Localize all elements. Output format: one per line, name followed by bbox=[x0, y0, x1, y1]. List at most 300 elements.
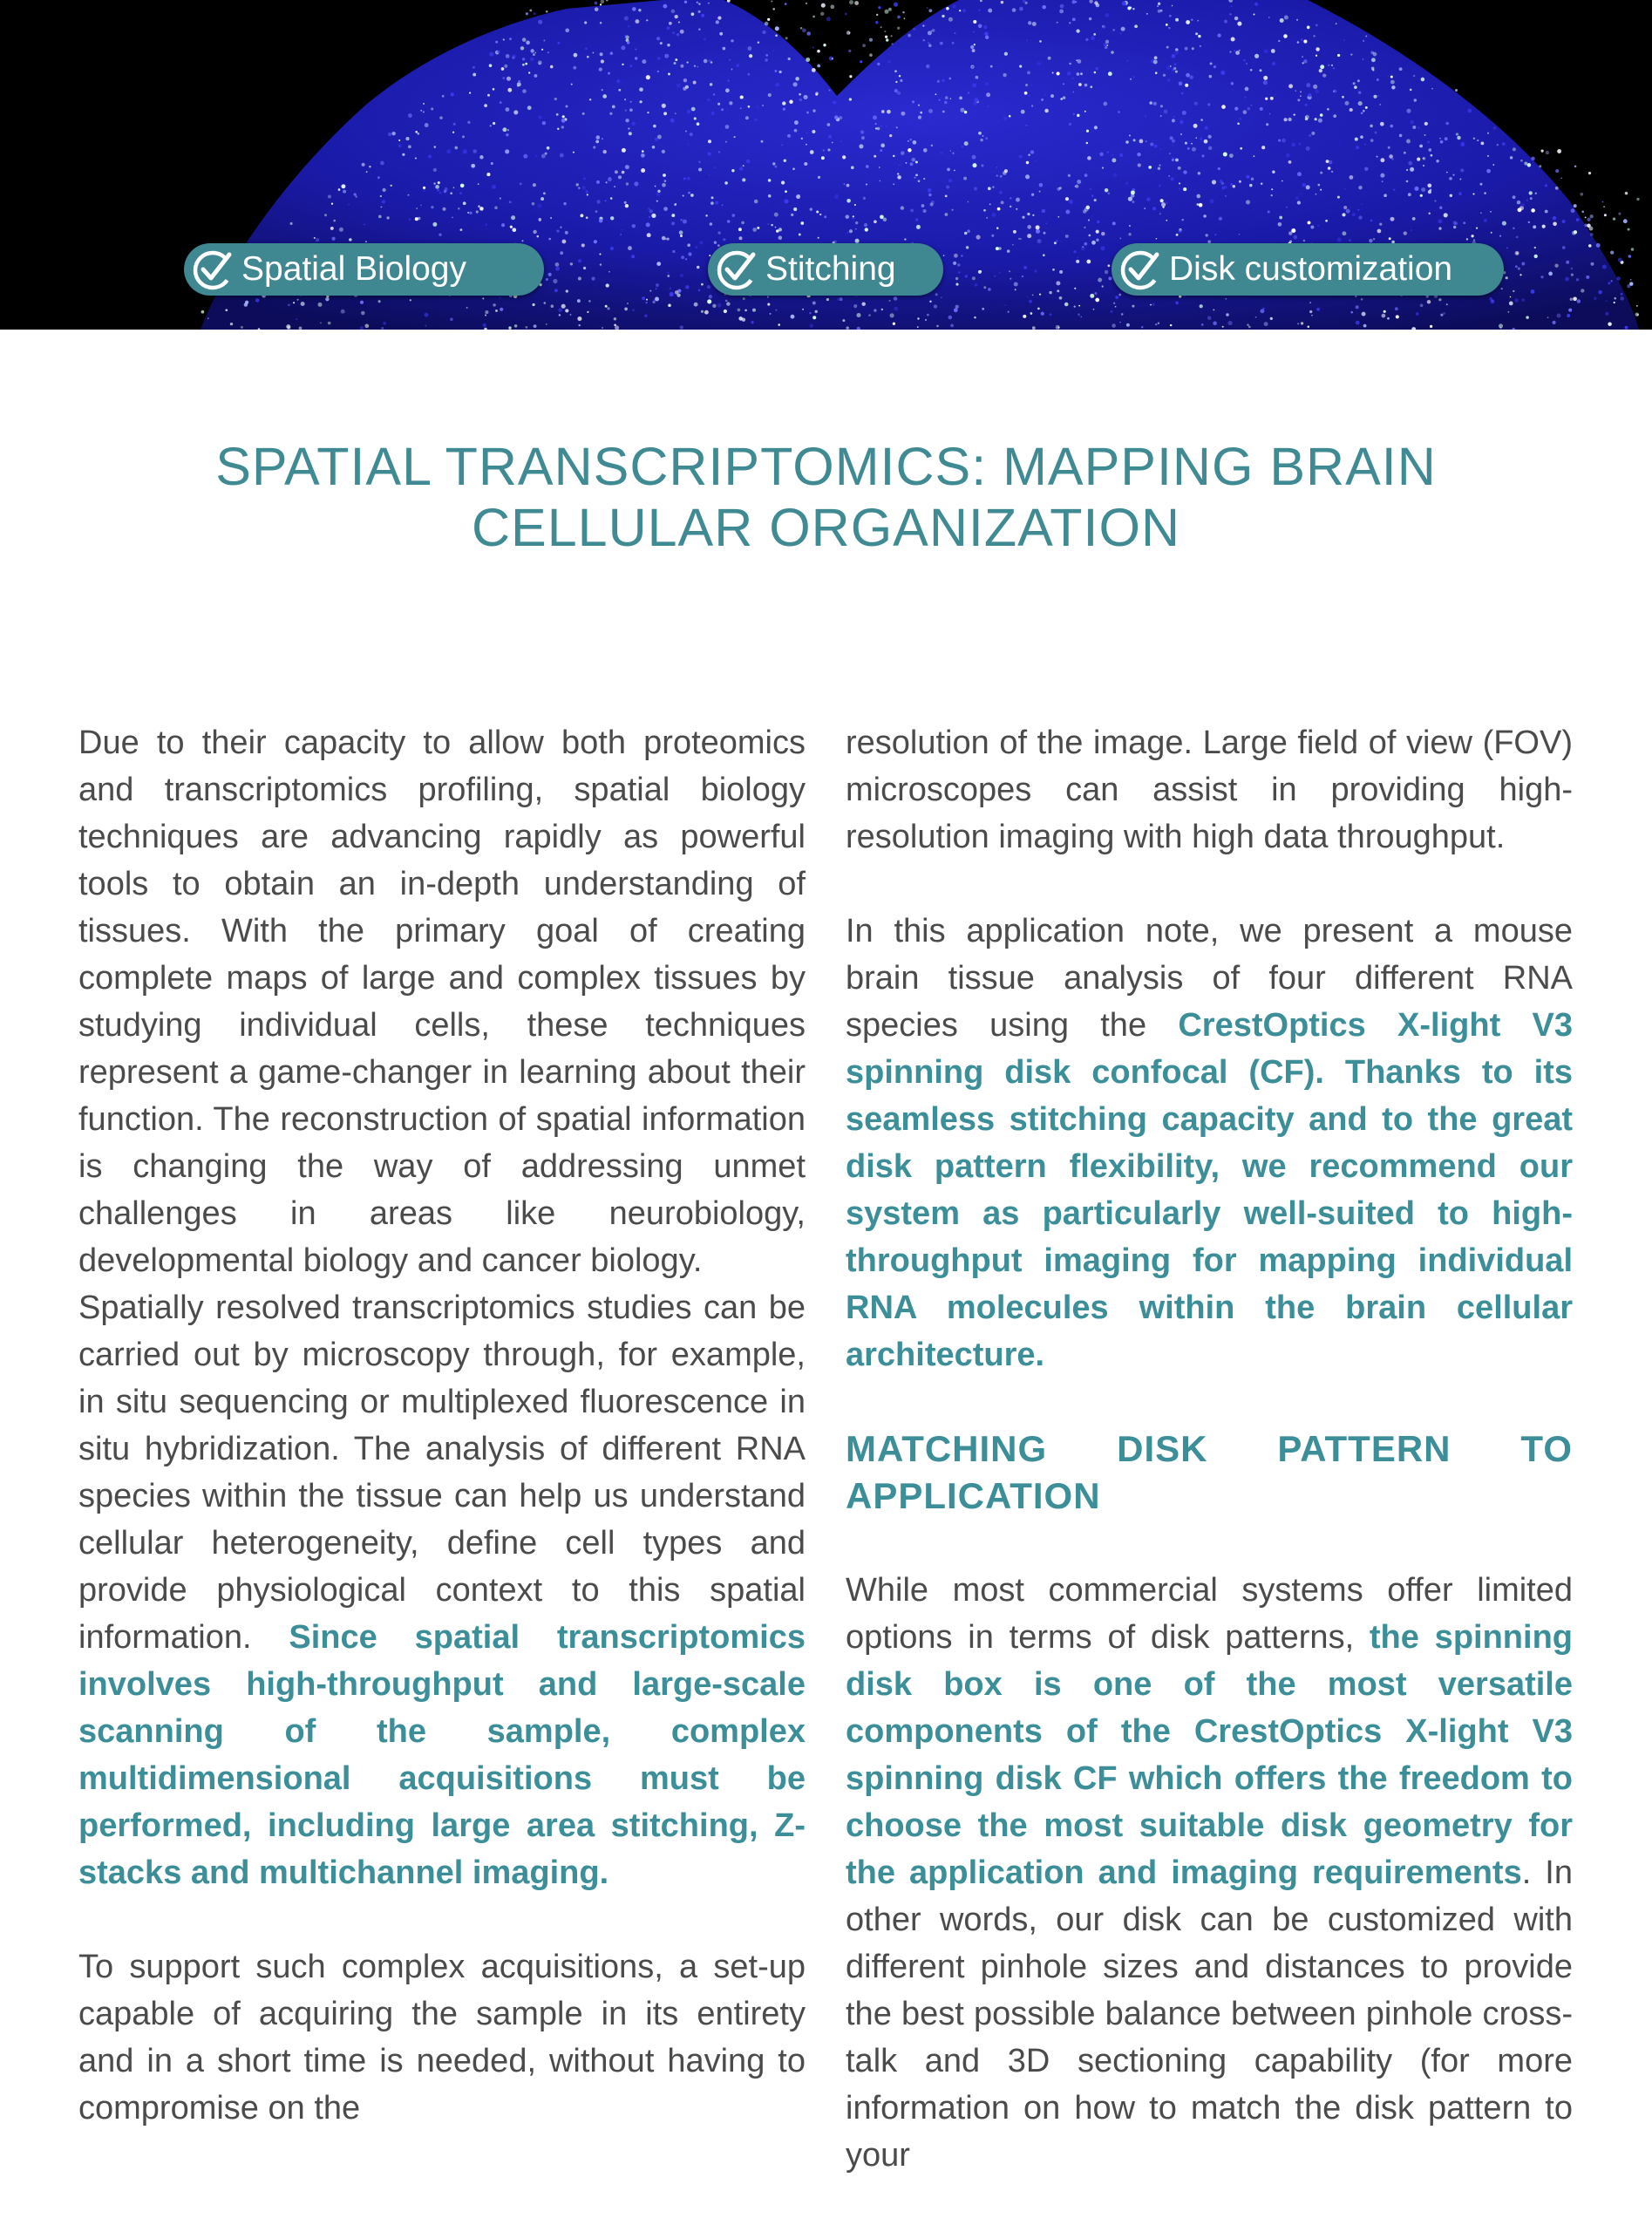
tissue-speck bbox=[1326, 160, 1329, 163]
tissue-speck bbox=[775, 26, 779, 31]
tissue-speck bbox=[360, 301, 364, 304]
tissue-speck bbox=[1562, 220, 1566, 223]
tissue-speck bbox=[657, 135, 662, 140]
tissue-speck bbox=[1027, 234, 1031, 238]
tissue-speck bbox=[784, 160, 786, 162]
tissue-speck bbox=[1431, 88, 1433, 90]
tissue-speck bbox=[318, 303, 323, 307]
tissue-speck bbox=[972, 163, 976, 167]
tissue-speck bbox=[684, 1, 687, 3]
tissue-speck bbox=[740, 107, 742, 109]
tissue-speck bbox=[840, 140, 842, 142]
tissue-speck bbox=[928, 109, 933, 113]
tissue-speck bbox=[1391, 158, 1393, 160]
tissue-speck bbox=[510, 225, 513, 228]
tissue-speck bbox=[662, 150, 665, 153]
tissue-speck bbox=[369, 166, 371, 167]
tissue-speck bbox=[605, 200, 607, 201]
tissue-speck bbox=[968, 201, 969, 203]
tissue-speck bbox=[782, 101, 785, 105]
tissue-speck bbox=[1390, 80, 1395, 85]
tissue-speck bbox=[785, 199, 789, 203]
tissue-speck bbox=[1027, 225, 1031, 229]
tissue-speck bbox=[1081, 247, 1085, 251]
tissue-speck bbox=[479, 207, 484, 211]
tissue-speck bbox=[814, 310, 817, 313]
tissue-speck bbox=[1203, 214, 1207, 218]
tissue-speck bbox=[1108, 193, 1111, 195]
tissue-speck bbox=[791, 214, 793, 216]
tissue-speck bbox=[382, 200, 386, 204]
tissue-speck bbox=[897, 16, 901, 19]
tissue-speck bbox=[923, 178, 925, 180]
tissue-speck bbox=[1084, 174, 1088, 177]
tissue-speck bbox=[768, 194, 772, 198]
tissue-speck bbox=[743, 297, 745, 300]
tissue-speck bbox=[894, 3, 898, 7]
tissue-speck bbox=[656, 283, 659, 287]
tissue-speck bbox=[1129, 225, 1131, 227]
tissue-speck bbox=[662, 236, 666, 241]
tissue-speck bbox=[1493, 126, 1496, 129]
tissue-speck bbox=[815, 93, 818, 96]
tissue-speck bbox=[378, 300, 381, 303]
tissue-speck bbox=[874, 220, 877, 223]
tissue-speck bbox=[1526, 316, 1529, 319]
tissue-speck bbox=[512, 57, 514, 59]
tissue-speck bbox=[1302, 183, 1306, 187]
tissue-speck bbox=[1303, 40, 1307, 44]
tissue-speck bbox=[1231, 82, 1234, 85]
tissue-speck bbox=[762, 31, 765, 34]
tissue-speck bbox=[625, 119, 629, 122]
tissue-speck bbox=[1636, 305, 1638, 307]
tissue-speck bbox=[738, 309, 741, 312]
tissue-speck bbox=[533, 303, 535, 306]
tissue-speck bbox=[832, 58, 833, 59]
tissue-speck bbox=[672, 250, 675, 253]
tissue-speck bbox=[1521, 203, 1525, 207]
tissue-speck bbox=[646, 222, 650, 227]
tissue-speck bbox=[1614, 297, 1616, 300]
tissue-speck bbox=[1172, 119, 1175, 122]
tissue-speck bbox=[927, 314, 929, 316]
tissue-speck bbox=[820, 12, 824, 16]
tissue-speck bbox=[546, 323, 547, 325]
tissue-speck bbox=[639, 87, 643, 92]
tissue-speck bbox=[1301, 38, 1303, 41]
tissue-speck bbox=[608, 177, 610, 179]
tissue-speck bbox=[583, 267, 586, 269]
tissue-speck bbox=[791, 315, 795, 319]
tissue-speck bbox=[1245, 87, 1249, 92]
tissue-speck bbox=[1023, 266, 1027, 269]
tissue-speck bbox=[610, 247, 614, 250]
tissue-speck bbox=[627, 41, 629, 44]
tissue-speck bbox=[819, 214, 821, 215]
tissue-speck bbox=[635, 19, 639, 24]
tissue-speck bbox=[1440, 314, 1443, 316]
tissue-speck bbox=[543, 192, 546, 194]
tissue-speck bbox=[1611, 280, 1613, 282]
tissue-speck bbox=[533, 53, 535, 56]
tissue-speck bbox=[1531, 157, 1535, 161]
tissue-speck bbox=[667, 44, 670, 46]
tissue-speck bbox=[657, 57, 660, 59]
tissue-speck bbox=[1444, 213, 1448, 217]
tissue-speck bbox=[520, 183, 522, 186]
tissue-speck bbox=[1410, 120, 1414, 125]
tissue-speck bbox=[1015, 289, 1016, 290]
tissue-speck bbox=[757, 105, 759, 108]
tissue-speck bbox=[1342, 213, 1345, 216]
tissue-speck bbox=[1629, 282, 1634, 286]
tissue-speck bbox=[997, 208, 1001, 211]
tissue-speck bbox=[915, 160, 918, 163]
tissue-speck bbox=[587, 311, 588, 313]
tissue-speck bbox=[1417, 127, 1419, 129]
tissue-speck bbox=[614, 186, 615, 187]
tissue-speck bbox=[1260, 107, 1263, 111]
tissue-speck bbox=[1540, 276, 1543, 278]
tissue-speck bbox=[1260, 309, 1264, 313]
tissue-speck bbox=[896, 126, 898, 128]
tissue-speck bbox=[595, 7, 599, 11]
tissue-speck bbox=[341, 184, 345, 188]
tissue-speck bbox=[999, 272, 1001, 274]
tissue-speck bbox=[453, 187, 455, 188]
tissue-speck bbox=[1272, 62, 1275, 65]
tissue-speck bbox=[560, 227, 561, 228]
tissue-speck bbox=[799, 93, 801, 96]
tissue-speck bbox=[538, 20, 542, 24]
tissue-speck bbox=[1587, 224, 1591, 228]
tissue-speck bbox=[1039, 191, 1041, 193]
tissue-speck bbox=[945, 96, 948, 99]
tissue-speck bbox=[862, 44, 866, 47]
tissue-speck bbox=[541, 49, 543, 51]
tissue-speck bbox=[408, 145, 411, 148]
tissue-speck bbox=[1382, 180, 1383, 182]
tissue-speck bbox=[725, 125, 730, 129]
tissue-speck bbox=[628, 246, 632, 250]
tissue-speck bbox=[1105, 46, 1107, 49]
tissue-speck bbox=[1138, 163, 1141, 167]
tissue-speck bbox=[683, 78, 687, 82]
tissue-speck bbox=[625, 204, 629, 208]
tissue-speck bbox=[789, 100, 793, 105]
tissue-speck bbox=[1313, 85, 1317, 89]
tissue-speck bbox=[1300, 95, 1302, 97]
tissue-speck bbox=[823, 149, 825, 151]
tissue-speck bbox=[1560, 177, 1562, 179]
tissue-speck bbox=[386, 216, 389, 219]
tissue-speck bbox=[640, 100, 642, 103]
tissue-speck bbox=[1234, 106, 1238, 110]
tissue-speck bbox=[1379, 104, 1381, 105]
tissue-speck bbox=[1297, 41, 1300, 44]
tissue-speck bbox=[1373, 95, 1377, 99]
tissue-speck bbox=[707, 99, 710, 102]
tissue-speck bbox=[431, 107, 433, 110]
tissue-speck bbox=[1519, 274, 1521, 276]
tissue-speck bbox=[1280, 18, 1284, 23]
tissue-speck bbox=[1179, 188, 1180, 190]
tissue-speck bbox=[1390, 217, 1395, 221]
tissue-speck bbox=[1342, 96, 1344, 99]
tissue-speck bbox=[775, 166, 778, 168]
tissue-speck bbox=[1080, 316, 1082, 317]
tissue-speck bbox=[354, 193, 357, 195]
tissue-speck bbox=[1446, 172, 1448, 174]
tissue-speck bbox=[878, 6, 880, 9]
tissue-speck bbox=[1152, 303, 1154, 305]
tissue-speck bbox=[964, 232, 967, 235]
tissue-speck bbox=[622, 148, 626, 153]
tissue-speck bbox=[330, 227, 334, 230]
tissue-speck bbox=[432, 222, 437, 227]
tissue-speck bbox=[1456, 133, 1458, 135]
tissue-speck bbox=[923, 39, 925, 41]
tissue-speck bbox=[687, 243, 690, 247]
tissue-speck bbox=[723, 47, 726, 51]
tissue-speck bbox=[1320, 172, 1322, 174]
tissue-speck bbox=[1077, 114, 1079, 117]
tissue-speck bbox=[746, 160, 751, 164]
tissue-speck bbox=[1225, 298, 1227, 300]
tissue-speck bbox=[775, 227, 777, 228]
tissue-speck bbox=[1369, 239, 1372, 242]
tissue-speck bbox=[1133, 139, 1136, 141]
tissue-speck bbox=[1164, 110, 1168, 114]
tissue-speck bbox=[1059, 270, 1063, 274]
tissue-speck bbox=[908, 34, 911, 37]
tissue-speck bbox=[860, 60, 862, 63]
tissue-speck bbox=[1221, 105, 1226, 109]
tissue-speck bbox=[1119, 32, 1121, 34]
tissue-speck bbox=[958, 271, 960, 273]
tissue-speck bbox=[1507, 311, 1509, 313]
tissue-speck bbox=[1342, 231, 1346, 235]
tissue-speck bbox=[675, 58, 677, 61]
tissue-speck bbox=[1302, 62, 1304, 64]
tissue-speck bbox=[1315, 55, 1317, 57]
tissue-speck bbox=[1186, 20, 1190, 24]
tissue-speck bbox=[600, 52, 603, 56]
tissue-speck bbox=[1208, 146, 1212, 150]
tissue-speck bbox=[539, 218, 542, 221]
tissue-speck bbox=[952, 209, 954, 211]
tissue-speck bbox=[1406, 140, 1411, 144]
tissue-speck bbox=[731, 39, 733, 42]
tissue-speck bbox=[1158, 3, 1160, 5]
tissue-speck bbox=[1416, 312, 1419, 316]
tissue-speck bbox=[296, 318, 297, 320]
tissue-speck bbox=[1458, 192, 1462, 195]
tissue-speck bbox=[1009, 115, 1011, 118]
tissue-speck bbox=[954, 254, 958, 258]
tissue-speck bbox=[1272, 170, 1275, 173]
tissue-speck bbox=[1329, 160, 1333, 165]
tissue-speck bbox=[1026, 39, 1028, 41]
tissue-speck bbox=[765, 22, 769, 26]
tissue-speck bbox=[328, 322, 331, 325]
tissue-speck bbox=[548, 238, 551, 241]
tissue-speck bbox=[554, 289, 558, 292]
tissue-speck bbox=[670, 119, 675, 123]
tissue-speck bbox=[698, 28, 700, 30]
tissue-speck bbox=[996, 247, 999, 250]
tissue-speck bbox=[442, 208, 445, 211]
tissue-speck bbox=[561, 240, 566, 244]
tissue-speck bbox=[1370, 125, 1373, 128]
tissue-speck bbox=[425, 123, 429, 127]
tissue-speck bbox=[566, 105, 568, 108]
tissue-speck bbox=[1486, 169, 1491, 174]
tissue-speck bbox=[556, 113, 559, 116]
tissue-speck bbox=[1372, 69, 1374, 71]
tissue-speck bbox=[931, 145, 934, 147]
tissue-speck bbox=[466, 307, 468, 309]
tissue-speck bbox=[550, 217, 552, 219]
tissue-speck bbox=[1248, 326, 1251, 329]
tissue-speck bbox=[1513, 195, 1516, 199]
tissue-speck bbox=[521, 240, 523, 242]
tissue-speck bbox=[974, 316, 976, 319]
tissue-speck bbox=[1048, 57, 1051, 60]
tissue-speck bbox=[1613, 217, 1615, 220]
tissue-speck bbox=[377, 176, 380, 179]
tissue-speck bbox=[1255, 316, 1257, 318]
tissue-speck bbox=[1086, 130, 1089, 133]
tissue-speck bbox=[1322, 73, 1326, 77]
tissue-speck bbox=[722, 204, 724, 206]
tissue-speck bbox=[1222, 326, 1224, 328]
tissue-speck bbox=[472, 66, 475, 69]
tissue-speck bbox=[420, 110, 422, 112]
tissue-speck bbox=[953, 153, 955, 154]
tissue-speck bbox=[945, 195, 948, 198]
tissue-speck bbox=[967, 229, 970, 233]
tissue-speck bbox=[1075, 186, 1077, 187]
tissue-speck bbox=[972, 49, 976, 52]
tissue-speck bbox=[1533, 225, 1536, 228]
check-circle-icon bbox=[1117, 246, 1164, 293]
tissue-speck bbox=[721, 108, 724, 111]
tissue-speck bbox=[960, 108, 964, 112]
tissue-speck bbox=[332, 237, 336, 241]
tissue-speck bbox=[1003, 116, 1008, 120]
tissue-speck bbox=[708, 3, 710, 4]
tissue-speck bbox=[290, 222, 293, 225]
tissue-speck bbox=[1073, 250, 1076, 253]
tissue-speck bbox=[901, 112, 905, 116]
tissue-speck bbox=[1377, 229, 1382, 234]
tissue-speck bbox=[1379, 222, 1382, 225]
tissue-speck bbox=[1513, 290, 1514, 292]
tissue-speck bbox=[1356, 305, 1359, 309]
tissue-speck bbox=[1616, 276, 1621, 281]
tissue-speck bbox=[910, 139, 912, 140]
tissue-speck bbox=[1240, 118, 1242, 120]
tissue-speck bbox=[1520, 160, 1523, 162]
tissue-speck bbox=[812, 109, 815, 112]
tissue-speck bbox=[1370, 220, 1373, 222]
tissue-speck bbox=[1090, 294, 1094, 298]
tissue-speck bbox=[741, 221, 744, 225]
tissue-speck bbox=[1175, 71, 1178, 73]
tissue-speck bbox=[1297, 323, 1299, 324]
tissue-speck bbox=[1288, 160, 1292, 164]
tissue-speck bbox=[669, 22, 672, 25]
tissue-speck bbox=[1364, 167, 1369, 171]
tissue-speck bbox=[610, 197, 613, 200]
tissue-speck bbox=[778, 228, 782, 231]
tissue-speck bbox=[996, 167, 998, 168]
tissue-speck bbox=[1410, 167, 1414, 172]
tissue-speck bbox=[1237, 22, 1241, 26]
tissue-speck bbox=[1602, 264, 1607, 269]
tissue-speck bbox=[594, 240, 597, 243]
tissue-speck bbox=[1349, 108, 1353, 112]
tissue-speck bbox=[1078, 83, 1082, 86]
tissue-speck bbox=[646, 75, 650, 79]
tissue-speck bbox=[1093, 309, 1095, 310]
tissue-speck bbox=[1513, 228, 1514, 229]
tissue-speck bbox=[1357, 79, 1360, 82]
tissue-speck bbox=[526, 41, 530, 45]
tissue-speck bbox=[486, 173, 490, 176]
tissue-speck bbox=[1171, 157, 1174, 160]
tissue-speck bbox=[1158, 323, 1159, 324]
tissue-speck bbox=[1391, 85, 1395, 89]
tissue-speck bbox=[1266, 123, 1268, 126]
tissue-speck bbox=[1195, 32, 1198, 35]
tissue-speck bbox=[944, 101, 948, 105]
tissue-speck bbox=[704, 37, 706, 40]
tissue-speck bbox=[595, 140, 599, 144]
tissue-speck bbox=[1404, 231, 1407, 235]
tissue-speck bbox=[1291, 143, 1295, 147]
tissue-speck bbox=[891, 35, 893, 37]
tissue-speck bbox=[1181, 92, 1184, 95]
tissue-speck bbox=[792, 167, 795, 170]
tissue-speck bbox=[1459, 178, 1461, 180]
tissue-speck bbox=[718, 151, 720, 153]
tissue-speck bbox=[1382, 314, 1386, 318]
tissue-speck bbox=[635, 57, 637, 59]
tissue-speck bbox=[830, 4, 834, 9]
tissue-speck bbox=[383, 322, 386, 325]
tissue-speck bbox=[1529, 191, 1533, 194]
right-column bbox=[846, 719, 1573, 2179]
tissue-speck bbox=[530, 58, 534, 61]
tissue-speck bbox=[1506, 247, 1508, 248]
tissue-speck bbox=[676, 293, 680, 296]
tissue-speck bbox=[701, 14, 704, 17]
tissue-speck bbox=[1166, 65, 1171, 70]
tissue-speck bbox=[255, 298, 260, 303]
tissue-speck bbox=[241, 326, 243, 329]
tissue-speck bbox=[1311, 315, 1313, 316]
tissue-speck bbox=[1027, 296, 1029, 298]
tissue-speck bbox=[1110, 310, 1112, 313]
tissue-speck bbox=[918, 116, 921, 119]
tissue-speck bbox=[556, 229, 559, 232]
tissue-speck bbox=[1318, 119, 1322, 123]
tissue-speck bbox=[434, 146, 436, 147]
tissue-speck bbox=[719, 32, 723, 36]
